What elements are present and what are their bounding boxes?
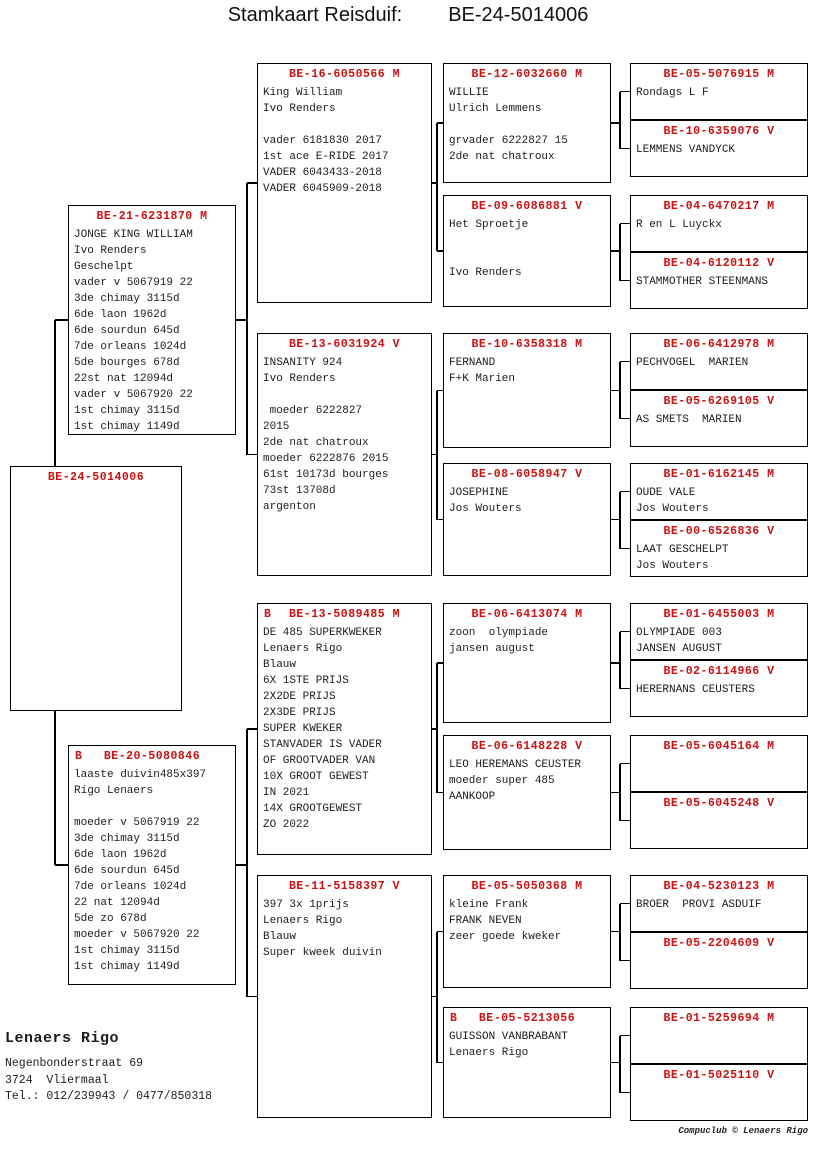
- pedigree-notes: BROER PROVI ASDUIF: [636, 899, 762, 911]
- ring-number: BE-21-6231870 M: [96, 210, 208, 223]
- breeder-prefix: B: [75, 750, 83, 763]
- pedigree-box-be-09-6086881-v: [443, 195, 611, 307]
- ring-number: B BE-20-5080846: [75, 750, 201, 763]
- pedigree-box-be-01-6455003-m: [630, 603, 808, 660]
- pedigree-box-be-05-6269105-v: [630, 390, 808, 447]
- ring-number: BE-06-6148228 V: [471, 740, 583, 753]
- compuclub-credit: Compuclub © Lenaers Rigo: [678, 1126, 808, 1136]
- pedigree-box-be-05-5050368-m: [443, 875, 611, 988]
- ring-number: BE-06-6412978 M: [663, 338, 775, 351]
- ring-number: BE-04-6120112 V: [663, 257, 775, 270]
- pedigree-box-be-06-6148228-v: [443, 735, 611, 850]
- pedigree-notes: zoon olympiade jansen august: [449, 627, 549, 655]
- pedigree-notes: DE 485 SUPERKWEKER Lenaers Rigo Blauw 6X 1STE PRIJS 2X2DE PRIJS 2X3DE PRIJS SUPER KWEKER STANVADER IS VADER OF GROOTVADER VAN 10X GROOT GEWEST IN 2021 14X GROOTGEWEST ZO 2022: [263, 627, 382, 831]
- ring-number: BE-16-6050566 M: [288, 68, 401, 81]
- ring-number: BE-04-6470217 M: [663, 200, 775, 213]
- pedigree-notes: GUISSON VANBRABANT Lenaers Rigo: [449, 1031, 568, 1059]
- ring-number: BE-10-6358318 M: [471, 338, 583, 351]
- pedigree-box-be-04-6120112-v: [630, 252, 808, 309]
- ring-number: BE-24-5014006: [47, 471, 145, 484]
- pedigree-notes: King William Ivo Renders vader 6181830 2017 1st ace E-RIDE 2017 VADER 6043433-2018 VADER 6045909-2018: [263, 87, 389, 195]
- pedigree-box-be-05-6045248-v: [630, 792, 808, 849]
- ring-number: BE-01-5025110 V: [663, 1069, 775, 1082]
- pedigree-box-be-06-6413074-m: [443, 603, 611, 723]
- pedigree-box-be-04-5230123-m: [630, 875, 808, 932]
- breeder-prefix: B: [450, 1012, 458, 1025]
- pedigree-notes: JONGE KING WILLIAM Ivo Renders Geschelpt vader v 5067919 22 3de chimay 3115d 6de laon 1962d 6de sourdun 645d 7de orleans 1024d 5de bourges 678d 22st nat 12094d vader v 5067920 22 1st chimay 3115d 1st chimay 1149d: [74, 229, 193, 433]
- pedigree-notes: PECHVOGEL MARIEN: [636, 357, 749, 369]
- pedigree-notes: HERERNANS CEUSTERS: [636, 684, 755, 696]
- pedigree-notes: INSANITY 924 Ivo Renders moeder 6222827 2015 2de nat chatroux moeder 6222876 2015 61st 10173d bourges 73st 13708d argenton: [263, 357, 389, 513]
- ring-number: BE-08-6058947 V: [471, 468, 583, 481]
- ring-number: BE-05-6269105 V: [663, 395, 775, 408]
- ring-number: BE-02-6114966 V: [663, 665, 775, 678]
- pedigree-box-be-13-6031924-v: [257, 333, 432, 576]
- ring-number: BE-05-5050368 M: [471, 880, 583, 893]
- ring-number: B BE-05-5213056: [450, 1012, 576, 1025]
- owner-phone: Tel.: 012/239943 / 0477/850318: [5, 1090, 213, 1103]
- pedigree-box-be-10-6358318-m: [443, 333, 611, 448]
- pedigree-box-be-16-6050566-m: [257, 63, 432, 303]
- pedigree-box-be-05-5076915-m: [630, 63, 808, 120]
- pedigree-notes: STAMMOTHER STEENMANS: [636, 276, 769, 288]
- pedigree-box-be-08-6058947-v: [443, 463, 611, 576]
- pedigree-box-be-00-6526836-v: [630, 520, 808, 577]
- ring-number: BE-05-2204609 V: [663, 937, 775, 950]
- pedigree-notes: 397 3x 1prijs Lenaers Rigo Blauw Super kweek duivin: [263, 899, 382, 959]
- owner-city: 3724 Vliermaal: [5, 1073, 109, 1087]
- pedigree-notes: AS SMETS MARIEN: [636, 414, 742, 426]
- pedigree-notes: Het Sproetje Ivo Renders: [449, 219, 529, 279]
- pedigree-box-be-24-5014006: [10, 466, 182, 711]
- pedigree-box-be-05-2204609-v: [630, 932, 808, 989]
- pedigree-box-be-01-6162145-m: [630, 463, 808, 520]
- pedigree-box-be-06-6412978-m: [630, 333, 808, 390]
- owner-name: Lenaers Rigo: [5, 1030, 120, 1047]
- ring-number: BE-05-6045248 V: [663, 797, 775, 810]
- ring-number: BE-01-6455003 M: [663, 608, 775, 621]
- ring-number: BE-05-6045164 M: [663, 740, 775, 753]
- pedigree-notes: LEO HEREMANS CEUSTER moeder super 485 AANKOOP: [449, 759, 582, 803]
- ring-number: BE-09-6086881 V: [471, 200, 583, 213]
- pedigree-box-be-01-5259694-m: [630, 1007, 808, 1064]
- owner-contact: [5, 1030, 212, 1106]
- pedigree-box-be-04-6470217-m: [630, 195, 808, 252]
- pedigree-notes: FERNAND F+K Marien: [449, 357, 516, 385]
- ring-number: B BE-13-5089485 M: [264, 608, 401, 621]
- pedigree-notes: OLYMPIADE 003 JANSEN AUGUST: [636, 627, 722, 655]
- ring-number: BE-01-6162145 M: [663, 468, 775, 481]
- pedigree-notes: WILLIE Ulrich Lemmens grvader 6222827 15 2de nat chatroux: [449, 87, 568, 163]
- pedigree-notes: LEMMENS VANDYCK: [636, 144, 736, 156]
- ring-number: BE-04-5230123 M: [663, 880, 775, 893]
- pedigree-box-be-13-5089485-m: [257, 603, 432, 855]
- title-ring-number: BE-24-5014006: [448, 4, 589, 26]
- ring-number: BE-00-6526836 V: [663, 525, 775, 538]
- ring-number: BE-11-5158397 V: [288, 880, 401, 893]
- pedigree-notes: Rondags L F: [636, 87, 709, 99]
- ring-number: BE-12-6032660 M: [471, 68, 583, 81]
- pedigree-box-be-21-6231870-m: [68, 205, 236, 435]
- title-label: Stamkaart Reisduif:: [227, 4, 403, 26]
- ring-number: BE-13-6031924 V: [288, 338, 401, 351]
- pedigree-notes: laaste duivin485x397 Rigo Lenaers moeder v 5067919 22 3de chimay 3115d 6de laon 1962d 6de sourdun 645d 7de orleans 1024d 22 nat 12094d 5de zo 678d moeder v 5067920 22 1st chimay 3115d 1st chimay 1149d: [74, 769, 207, 973]
- pedigree-notes: LAAT GESCHELPT Jos Wouters: [636, 544, 729, 572]
- pedigree-box-be-10-6359076-v: [630, 120, 808, 177]
- pedigree-notes: JOSEPHINE Jos Wouters: [449, 487, 522, 515]
- ring-number: BE-06-6413074 M: [471, 608, 583, 621]
- pedigree-notes: R en L Luyckx: [636, 219, 722, 231]
- ring-number: BE-10-6359076 V: [663, 125, 775, 138]
- pedigree-box-be-20-5080846: [68, 745, 236, 985]
- pedigree-box-be-12-6032660-m: [443, 63, 611, 183]
- pedigree-box-be-05-5213056: [443, 1007, 611, 1118]
- pedigree-box-be-11-5158397-v: [257, 875, 432, 1118]
- pedigree-notes: kleine Frank FRANK NEVEN zeer goede kweker: [449, 899, 562, 943]
- ring-number: BE-01-5259694 M: [663, 1012, 775, 1025]
- breeder-prefix: B: [264, 608, 272, 621]
- pedigree-box-be-05-6045164-m: [630, 735, 808, 792]
- pedigree-box-be-02-6114966-v: [630, 660, 808, 717]
- pedigree-notes: OUDE VALE Jos Wouters: [636, 487, 709, 515]
- owner-street: Negenbonderstraat 69: [5, 1057, 144, 1070]
- ring-number: BE-05-5076915 M: [663, 68, 775, 81]
- pedigree-box-be-01-5025110-v: [630, 1064, 808, 1121]
